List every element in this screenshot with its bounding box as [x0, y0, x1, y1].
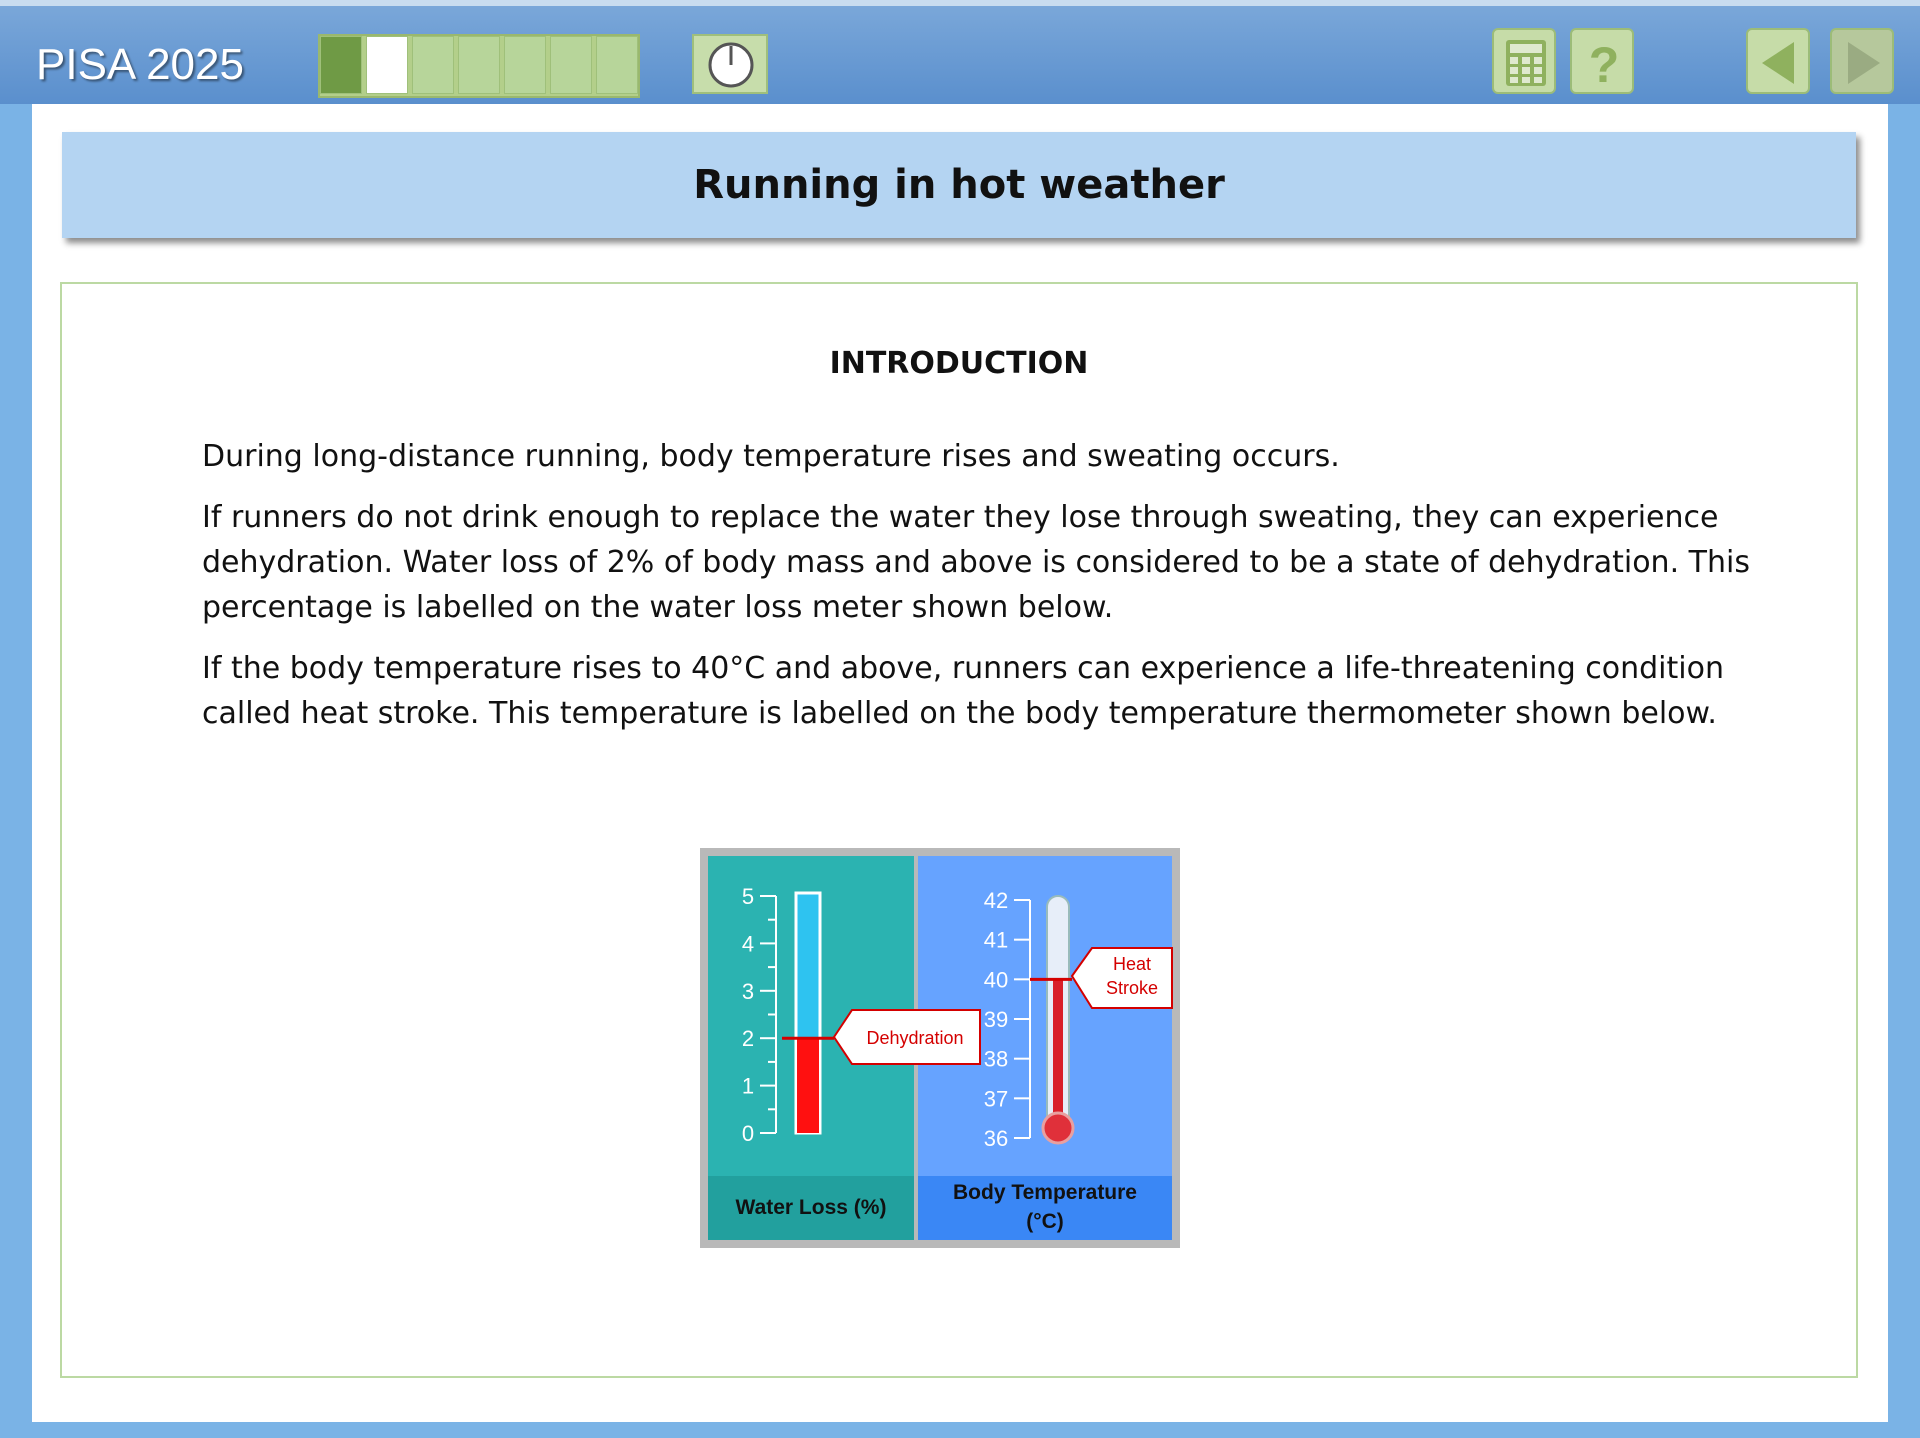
- body-temp-tick-label: 37: [983, 1086, 1009, 1112]
- intro-text: [202, 434, 1762, 752]
- calculator-icon: [1494, 30, 1558, 96]
- progress-indicator: [318, 34, 640, 98]
- intro-paragraph: During long-distance running, body temperature rises and sweating occurs.: [202, 439, 1340, 474]
- intro-paragraph: If runners do not drink enough to replace the water they lose through sweating, they can experience dehydration. Water loss of 2% of body mass and above is considered to be a state of dehydration. This percentage is labelled on the water loss meter shown below.: [202, 500, 1750, 625]
- top-toolbar: [0, 0, 1920, 104]
- dehydration-callout: Dehydration: [866, 1028, 964, 1048]
- timer-icon: [694, 36, 770, 96]
- body-temp-tick-label: 40: [983, 967, 1009, 993]
- water-loss-tick-label: 3: [741, 978, 755, 1004]
- body-temp-label-line1: Body Temperature: [953, 1181, 1137, 1204]
- water-loss-tick-label: 1: [741, 1073, 755, 1099]
- body-temp-tick-label: 39: [983, 1007, 1009, 1032]
- water-loss-tick-label: 2: [741, 1026, 755, 1052]
- body-temp-tick-label: 36: [983, 1126, 1009, 1151]
- timer-button[interactable]: [692, 34, 768, 94]
- heat-stroke-callout-line2: Stroke: [1105, 978, 1159, 998]
- help-button[interactable]: [1570, 28, 1634, 94]
- progress-segment: [458, 36, 500, 94]
- heat-stroke-callout-line1: Heat: [1112, 954, 1152, 974]
- body-temp-label: [918, 1178, 1172, 1236]
- calculator-button[interactable]: [1492, 28, 1556, 94]
- section-heading: INTRODUCTION: [829, 346, 1089, 381]
- water-loss-fill: [797, 1038, 819, 1133]
- water-loss-tick-label: 0: [741, 1121, 755, 1146]
- svg-text:?: ?: [1588, 37, 1620, 93]
- water-loss-label: Water Loss (%): [735, 1196, 887, 1219]
- back-arrow-icon: [1748, 30, 1812, 96]
- body-temp-tick-label: 38: [983, 1046, 1009, 1072]
- next-arrow-icon: [1832, 30, 1896, 96]
- body-temp-label-line2: (°C): [1026, 1210, 1064, 1233]
- progress-segment: [550, 36, 592, 94]
- body-temp-tick-label: 42: [983, 888, 1009, 913]
- progress-segment: [596, 36, 638, 94]
- body-temp-tick-label: 41: [983, 927, 1009, 953]
- help-icon: [1572, 30, 1636, 96]
- brand-title: PISA 2025: [36, 40, 244, 89]
- progress-segment: [366, 36, 408, 94]
- unit-title-bar: [62, 132, 1856, 238]
- progress-segment: [320, 36, 362, 94]
- progress-segment: [504, 36, 546, 94]
- progress-segment: [412, 36, 454, 94]
- next-button[interactable]: [1830, 28, 1894, 94]
- water-loss-tick-label: 5: [741, 884, 755, 909]
- thermometer-fill: [1053, 979, 1063, 1128]
- heat-stroke-callout: [1092, 952, 1172, 1000]
- intro-paragraph: If the body temperature rises to 40°C and above, runners can experience a life-threatening condition called heat stroke. This temperature is labelled on the body temperature thermometer shown below.: [202, 651, 1724, 731]
- back-button[interactable]: [1746, 28, 1810, 94]
- meters-figure: [700, 848, 1180, 1248]
- page-title: Running in hot weather: [693, 162, 1225, 208]
- water-loss-tick-label: 4: [741, 931, 755, 957]
- thermometer-bulb: [1043, 1113, 1073, 1143]
